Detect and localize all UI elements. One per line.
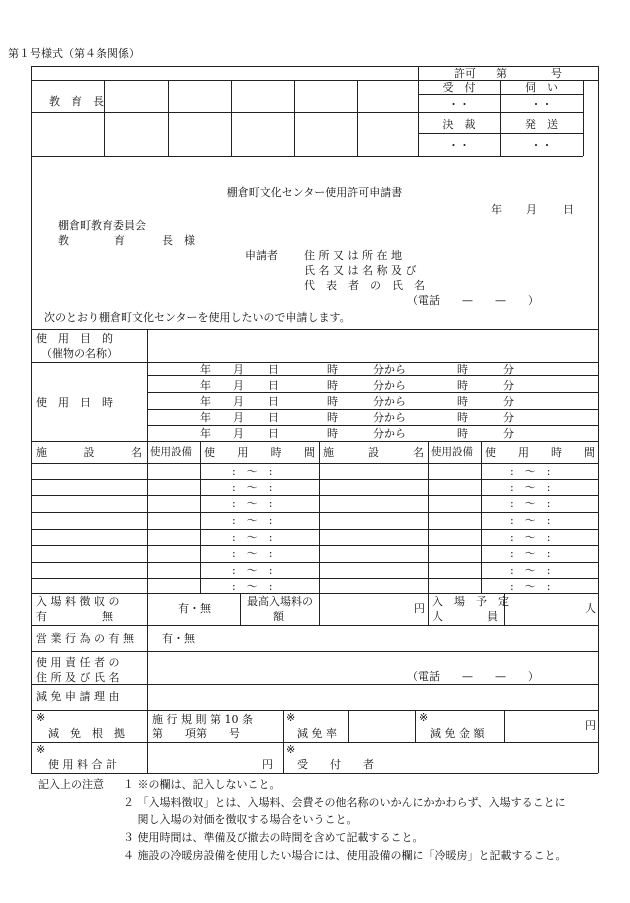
uketsuke-label: 受 付	[442, 81, 476, 94]
applicant-rep: 代 表 者 の 氏 名	[304, 279, 425, 292]
usage-date-unit: 分から	[373, 411, 406, 424]
applicant-address: 住 所 又 は 所 在 地	[304, 249, 402, 262]
time-range-separator: : 〜 :	[510, 514, 551, 527]
rule-label-a: 施 行 規 則 第 10 条	[152, 713, 253, 726]
time-range-separator: : 〜 :	[232, 580, 273, 593]
reduction-yen: 円	[585, 719, 596, 732]
facility-header-right: 施 設 名	[323, 446, 424, 459]
admission-label-a: 入 場 料 徴 収 の	[36, 595, 120, 608]
business-label: 営 業 行 為 の 有 無	[36, 632, 134, 645]
dots-4: ・・	[530, 139, 553, 152]
manager-label-1: 使 用 責 任 者 の	[36, 656, 120, 669]
manager-label-2: 住 所 及 び 氏 名	[36, 671, 120, 684]
usage-date-unit: 時	[457, 379, 468, 392]
time-range-separator: : 〜 :	[232, 531, 273, 544]
equipment-header-left: 使用設備	[150, 446, 192, 458]
usage-date-unit: 時	[327, 411, 338, 424]
usage-date-unit: 日	[268, 379, 279, 392]
fee-yen: 円	[262, 758, 273, 771]
dots-3: ・・	[448, 139, 470, 152]
admission-yumu: 有・無	[178, 602, 211, 615]
reduction-rate-label: 減 免 率	[297, 727, 337, 740]
time-range-separator: : 〜 :	[510, 497, 551, 510]
manager-phone: （電話 — — ）	[407, 670, 539, 683]
time-range-separator: : 〜 :	[232, 564, 273, 577]
form-id: 第１号様式（第４条関係）	[8, 47, 140, 60]
time-range-separator: : 〜 :	[510, 531, 551, 544]
usage-date-unit: 日	[268, 363, 279, 376]
time-range-separator: : 〜 :	[510, 580, 551, 593]
rule-label-b: 第 項第 号	[152, 727, 240, 740]
usage-date-unit: 年	[200, 427, 211, 440]
note-item: ２ 「入場料徴収」とは、入場料、会費その他名称のいかんにかかわらず、入場することに	[123, 796, 566, 809]
usage-date-unit: 分	[503, 427, 514, 440]
hasso-label: 発 送	[525, 118, 558, 131]
ukagai-label: 伺 い	[525, 81, 558, 94]
reduction-amount-label: 減 免 金 額	[430, 727, 485, 740]
applicant-name: 氏 名 又 は 名 称 及 び	[304, 264, 417, 277]
expected-nin: 人	[585, 602, 596, 615]
usage-date-unit: 分	[503, 379, 514, 392]
facility-header-left: 施 設 名	[36, 446, 142, 459]
notes-label: 記入上の注意	[38, 778, 104, 791]
reduction-mark-2: ※	[286, 711, 296, 724]
note-item: １ ※の欄は、記入しないこと。	[123, 778, 281, 791]
usage-date-unit: 分	[503, 395, 514, 408]
usage-date-unit: 時	[457, 363, 468, 376]
applicant-label: 申請者	[245, 249, 278, 262]
time-range-separator: : 〜 :	[510, 465, 551, 478]
dai-label: 第	[496, 67, 507, 80]
fee-mark-1: ※	[36, 743, 46, 756]
expected-label-b: 人 員	[432, 610, 498, 623]
intro-text: 次のとおり棚倉町文化センターを使用したいので申請します。	[44, 311, 351, 324]
usage-date-unit: 分から	[373, 427, 406, 440]
dots-1: ・・	[448, 98, 470, 111]
max-fee-label-b: 額	[273, 610, 284, 623]
time-range-separator: : 〜 :	[510, 547, 551, 560]
usage-date-unit: 年	[200, 363, 211, 376]
usage-date-unit: 分から	[373, 379, 406, 392]
max-fee-label-a: 最高入場料の	[247, 595, 313, 608]
time-range-separator: : 〜 :	[232, 465, 273, 478]
usage-date-unit: 年	[200, 411, 211, 424]
purpose-label: 使 用 目 的	[36, 332, 113, 345]
expected-label-a: 入 場 予 定	[432, 595, 509, 608]
usage-date-unit: 分から	[373, 363, 406, 376]
note-item: ３ 使用時間は、準備及び撤去の時間を含めて記載すること。	[123, 831, 424, 844]
purpose-sublabel: （催物の名称）	[41, 347, 118, 360]
addressee-title: 教 育 長 様	[58, 234, 195, 247]
fee-mark-2: ※	[286, 743, 296, 756]
usage-date-unit: 時	[457, 427, 468, 440]
reduction-reason-label: 減 免 申 請 理 由	[36, 690, 120, 703]
usage-date-unit: 時	[457, 411, 468, 424]
fee-total-label: 使 用 料 合 計	[48, 758, 117, 771]
time-range-separator: : 〜 :	[232, 497, 273, 510]
note-item: 関し入場の対価を徴収する場合をいうこと。	[123, 813, 358, 826]
time-range-separator: : 〜 :	[510, 564, 551, 577]
reduction-basis-label: 減 免 根 拠	[48, 727, 125, 740]
business-value: 有・無	[162, 632, 195, 645]
usage-date-unit: 時	[327, 379, 338, 392]
time-range-separator: : 〜 :	[232, 481, 273, 494]
reduction-mark-1: ※	[36, 711, 46, 724]
admission-label-b: 有 無	[36, 610, 113, 623]
equipment-header-right: 使用設備	[431, 446, 473, 458]
usage-date-unit: 年	[200, 379, 211, 392]
receiver-label: 受 付 者	[297, 758, 374, 771]
reduction-mark-3: ※	[419, 711, 429, 724]
usage-date-label: 使 用 日 時	[36, 396, 113, 409]
usage-date-unit: 日	[268, 411, 279, 424]
usage-date-unit: 時	[327, 427, 338, 440]
go-label: 号	[551, 67, 562, 80]
usage-date-unit: 時	[457, 395, 468, 408]
kyoka-label: 許可	[454, 67, 476, 80]
usage-date-unit: 日	[268, 395, 279, 408]
time-range-separator: : 〜 :	[510, 481, 551, 494]
usage-date-unit: 時	[327, 363, 338, 376]
usage-date-unit: 分	[503, 363, 514, 376]
usage-date-unit: 月	[233, 411, 244, 424]
time-header-left: 使 用 時 間	[204, 446, 315, 459]
time-range-separator: : 〜 :	[232, 547, 273, 560]
kyoikucho-label: 教 育 長	[49, 95, 104, 108]
document-title: 棚倉町文化センター使用許可申請書	[226, 186, 403, 199]
usage-date-unit: 時	[327, 395, 338, 408]
usage-date-unit: 分	[503, 411, 514, 424]
max-fee-yen: 円	[414, 602, 425, 615]
kessai-label: 決 裁	[442, 118, 476, 131]
usage-date-unit: 月	[233, 379, 244, 392]
addressee-org: 棚倉町教育委員会	[58, 219, 146, 232]
usage-date-unit: 分から	[373, 395, 406, 408]
usage-date-unit: 月	[233, 395, 244, 408]
usage-date-unit: 年	[200, 395, 211, 408]
usage-date-unit: 日	[268, 427, 279, 440]
time-header-right: 使 用 時 間	[485, 446, 595, 459]
time-range-separator: : 〜 :	[232, 514, 273, 527]
dots-2: ・・	[530, 98, 553, 111]
note-item: ４ 施設の冷暖房設備を使用したい場合には、使用設備の欄に「冷暖房」と記載すること。	[123, 849, 567, 862]
applicant-phone: （電話 — — ）	[407, 294, 539, 307]
usage-date-unit: 月	[233, 363, 244, 376]
usage-date-unit: 月	[233, 427, 244, 440]
